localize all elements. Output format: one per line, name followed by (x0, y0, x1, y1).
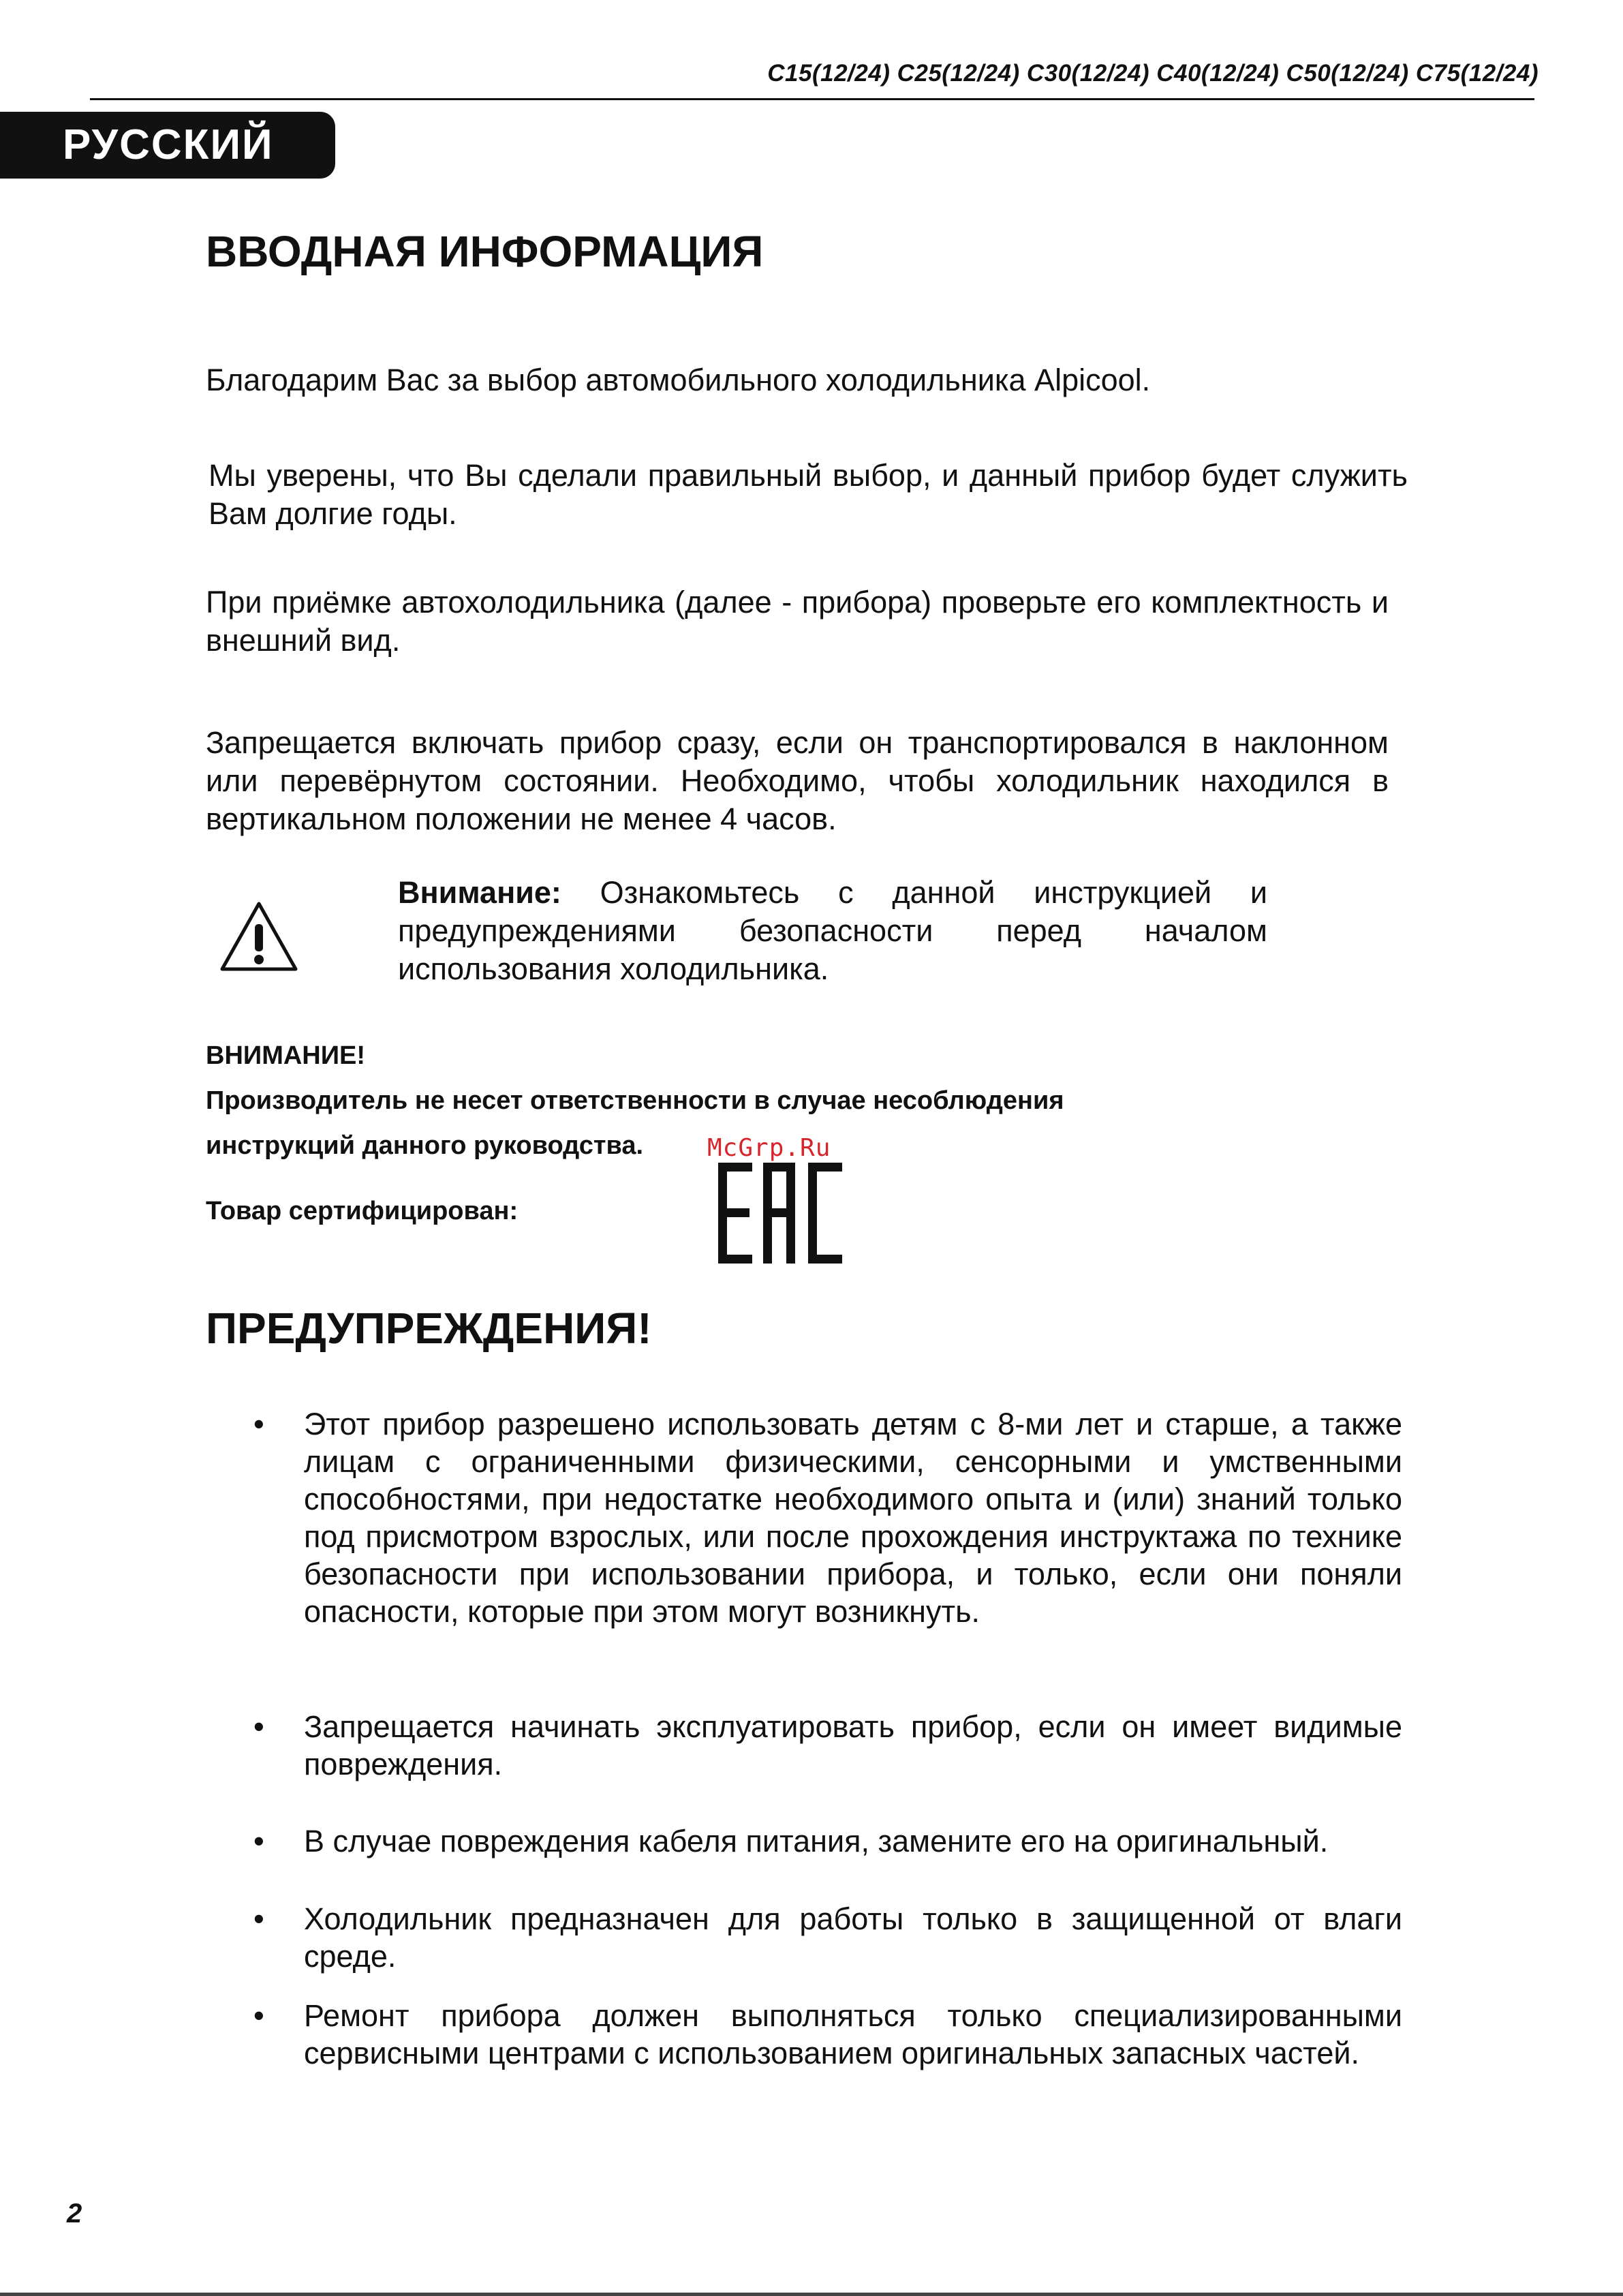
intro-paragraph-3: При приёмке автохолодильника (далее - прибора) проверьте его комплектность и внешний вид. (206, 585, 1389, 658)
warning-item-4: Холодильник предназначен для работы только в защищенной от влаги среде. (304, 1901, 1402, 1974)
intro-paragraph-1: Благодарим Вас за выбор автомобильного холодильника Alpicool. (206, 363, 1151, 397)
bullet-icon: • (253, 1709, 264, 1744)
language-tab: РУССКИЙ (0, 112, 335, 179)
bullet-icon: • (253, 1407, 264, 1441)
notice-line-2: инструкций данного руководства. (206, 1131, 644, 1160)
warning-triangle-icon (219, 901, 298, 972)
notice-line-1: Производитель не несет ответственности в случае несоблюдения (206, 1086, 1064, 1115)
warning-item-3: В случае повреждения кабеля питания, замените его на оригинальный. (304, 1824, 1329, 1858)
bullet-icon: • (253, 1824, 264, 1858)
eac-certification-mark (715, 1161, 845, 1265)
header-divider (90, 98, 1534, 100)
certified-label: Товар сертифицирован: (206, 1197, 519, 1225)
bottom-edge (0, 2293, 1623, 2296)
bullet-icon: • (253, 1998, 264, 2033)
intro-title: ВВОДНАЯ ИНФОРМАЦИЯ (206, 227, 764, 276)
header-model-list: C15(12/24) C25(12/24) C30(12/24) C40(12/24) C50(12/24) C75(12/24) (767, 60, 1539, 87)
warning-item-5: Ремонт прибора должен выполняться только специализированными сервисными центрами с использованием оригинальных запасных частей. (304, 1998, 1402, 2070)
notice-heading: ВНИМАНИЕ! (206, 1041, 366, 1070)
watermark: McGrp.Ru (707, 1134, 831, 1162)
attention-note (398, 874, 1267, 988)
intro-paragraph-2: Мы уверены, что Вы сделали правильный выбор, и данный прибор будет служить Вам долгие годы. (208, 458, 1408, 531)
intro-paragraph-4: Запрещается включать прибор сразу, если он транспортировался в наклонном или перевёрнутом состоянии. Необходимо, чтобы холодильник находился в вертикальном положении не менее 4 часов. (206, 725, 1389, 836)
attention-text: Ознакомьтесь с данной инструкцией и предупреждениями безопасности перед началом использования холодильника. (398, 875, 1267, 986)
bullet-icon: • (253, 1901, 264, 1936)
page-number: 2 (67, 2199, 82, 2229)
warning-item-1: Этот прибор разрешено использовать детям с 8-ми лет и старше, а также лицам с ограниченными физическими, сенсорными и умственными способностями, при недостатке необходимого опыта и (или) знаний только под присмотром взрослых, или после прохождения инструктажа по технике безопасности при использовании прибора, и только, если они поняли опасности, которые при этом могут возникнуть. (304, 1407, 1402, 1629)
attention-label: Внимание: (398, 875, 561, 910)
warnings-title: ПРЕДУПРЕЖДЕНИЯ! (206, 1304, 652, 1353)
warning-item-2: Запрещается начинать эксплуатировать прибор, если он имеет видимые повреждения. (304, 1709, 1402, 1781)
